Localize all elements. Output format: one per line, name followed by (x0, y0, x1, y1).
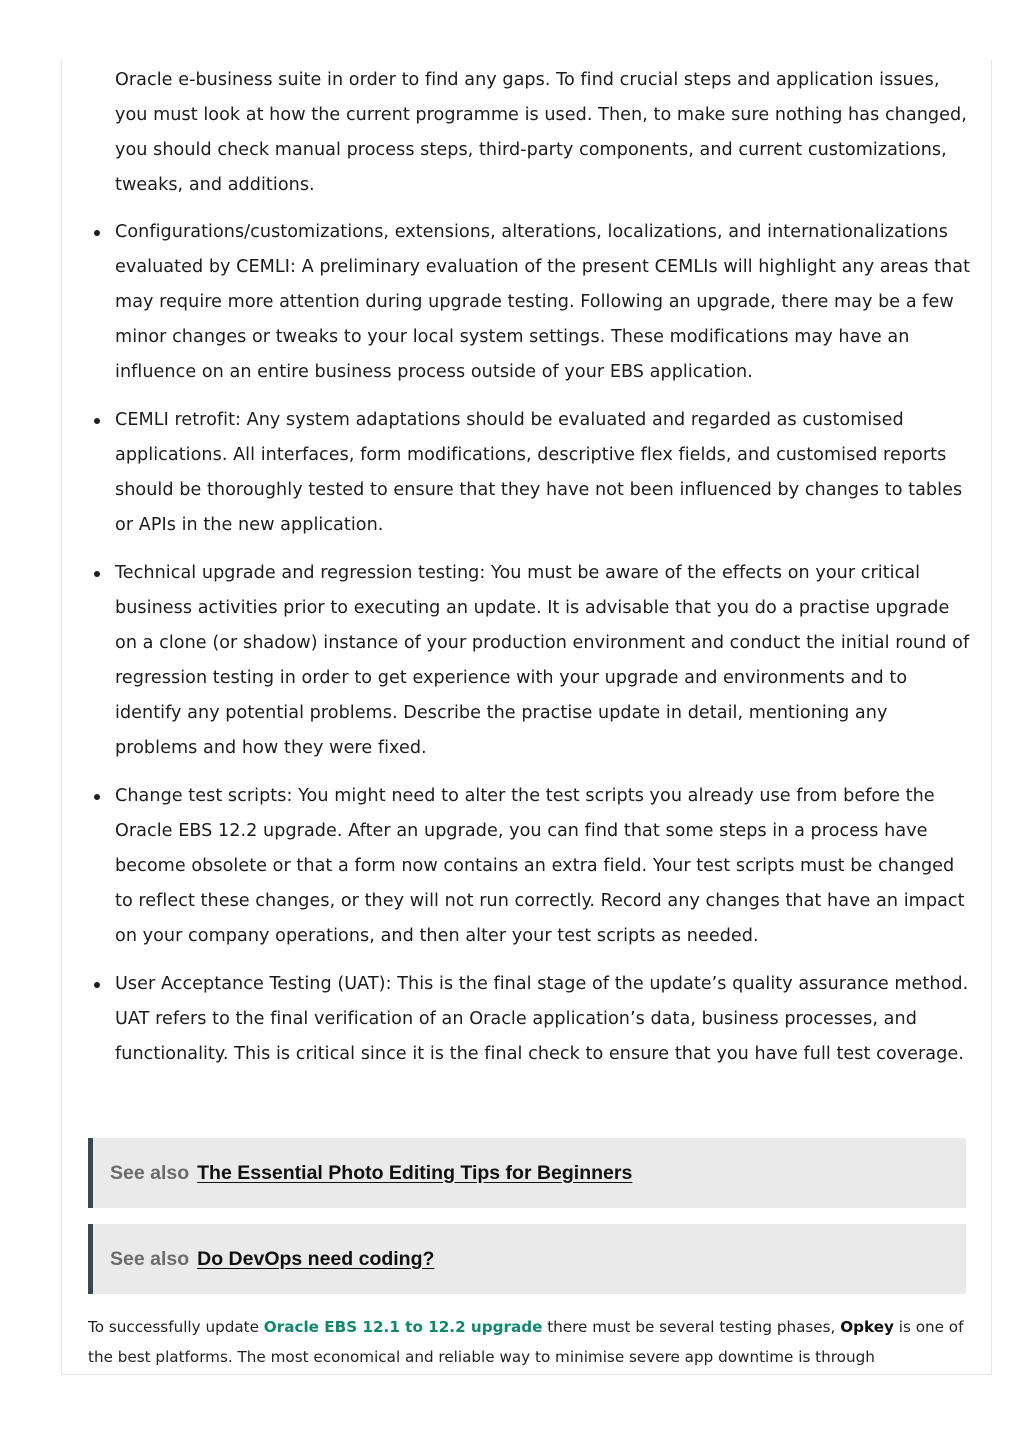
bullet-dot-icon (94, 230, 100, 236)
closing-text-middle: there must be several testing phases, (542, 1318, 841, 1336)
oracle-ebs-upgrade-link[interactable]: Oracle EBS 12.1 to 12.2 upgrade (263, 1318, 543, 1336)
list-item-text: User Acceptance Testing (UAT): This is the final stage of the update’s quality assurance method. UAT refers to the final verification of an Oracle application’s data, business processes, and functionality. This is critical since it is the final check to ensure that you have full test coverage. (115, 974, 969, 1064)
article-card (61, 60, 992, 1375)
list-item (115, 779, 975, 954)
bullet-dot-icon (94, 794, 100, 800)
opkey-brand: Opkey (840, 1318, 894, 1336)
see-also-link-devops[interactable]: Do DevOps need coding? (197, 1247, 435, 1270)
see-also-label: See also (110, 1247, 190, 1270)
closing-text-end: is one of the best platforms. The most economical and reliable way to minimise severe app downtime is through (88, 1318, 964, 1366)
list-item-text: CEMLI retrofit: Any system adaptations should be evaluated and regarded as customised applications. All interfaces, form modifications, descriptive flex fields, and customised reports should be thoroughly tested to ensure that they have not been influenced by changes to tables or APIs in the new application. (115, 410, 963, 535)
list-item (115, 215, 975, 390)
list-item-text: Configurations/customizations, extensions, alterations, localizations, and internationalizations evaluated by CEMLI: A preliminary evaluation of the present CEMLIs will highlight any areas that may require more attention during upgrade testing. Following an upgrade, there may be a few minor changes or tweaks to your local system settings. These modifications may have an influence on an entire business process outside of your EBS application. (115, 222, 971, 382)
see-also-link-photo-editing[interactable]: The Essential Photo Editing Tips for Beginners (197, 1161, 633, 1184)
see-also-box (88, 1138, 966, 1208)
closing-text-start: To successfully update (88, 1318, 264, 1336)
list-item (115, 967, 975, 1072)
list-item (115, 556, 975, 766)
list-item-text: Technical upgrade and regression testing: You must be aware of the effects on your critical business activities prior to executing an update. It is advisable that you do a practise upgrade on a clone (or shadow) instance of your production environment and conduct the initial round of regression testing in order to get experience with your upgrade and environments and to identify any potential problems. Describe the practise update in detail, mentioning any problems and how they were fixed. (115, 563, 970, 758)
bullet-dot-icon (94, 571, 100, 577)
see-also-label: See also (110, 1161, 190, 1184)
list-item-text: Change test scripts: You might need to alter the test scripts you already use from before the Oracle EBS 12.2 upgrade. After an upgrade, you can find that some steps in a process have become obsolete or that a form now contains an extra field. Your test scripts must be changed to reflect these changes, or they will not run correctly. Record any changes that have an impact on your company operations, and then alter your test scripts as needed. (115, 786, 965, 946)
bullet-list (115, 215, 975, 1085)
intro-paragraph: Oracle e-business suite in order to find any gaps. To find crucial steps and application issues, you must look at how the current programme is used. Then, to make sure nothing has changed, you should check manual process steps, third-party components, and current customizations, tweaks, and additions. (115, 70, 967, 195)
bullet-dot-icon (94, 418, 100, 424)
list-item (115, 403, 975, 543)
bullet-dot-icon (94, 982, 100, 988)
closing-paragraph (88, 1312, 968, 1372)
see-also-box (88, 1224, 966, 1294)
